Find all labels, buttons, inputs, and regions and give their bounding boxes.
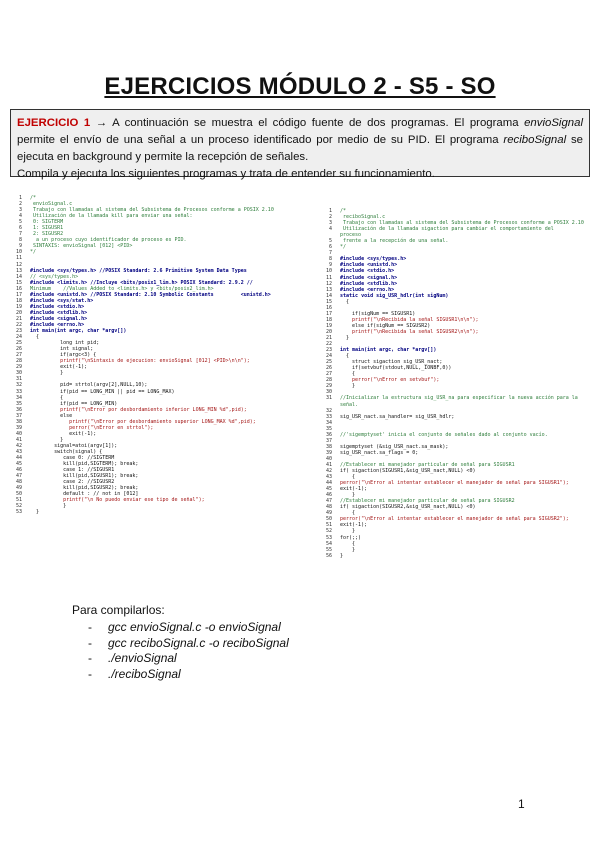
exercise-box (10, 109, 590, 180)
code-text: 1: SIGUSR1 (30, 225, 64, 232)
code-text: */ (30, 249, 37, 256)
line-number: 13 (325, 286, 332, 293)
command-text: gcc reciboSignal.c -o reciboSignal (108, 635, 289, 650)
code-text: exit(-1); (340, 486, 368, 493)
line-number: 37 (15, 412, 22, 419)
code-text: printf("\nSintaxis de ejecucion: envioSignal [012] <PID>\n\n"); (30, 358, 250, 365)
code-text: } (30, 436, 64, 443)
code-text: Utilización de la llamada kill para enviar una señal: (30, 213, 193, 220)
code-text: */ (340, 244, 347, 251)
line-number: 42 (325, 468, 332, 475)
code-text: if(sigNum == SIGUSR1) (340, 310, 416, 317)
compile-command (88, 651, 289, 667)
line-number: 22 (325, 341, 332, 348)
code-text: { (340, 353, 350, 360)
code-text: #include <stdio.h> (30, 303, 85, 310)
line-number: 45 (15, 461, 22, 468)
code-text: /* (30, 195, 37, 201)
line-number: 46 (15, 467, 22, 474)
line-number: 56 (325, 552, 332, 559)
line-number: 25 (15, 340, 22, 347)
code-text: #include <stdlib.h> (340, 280, 398, 287)
exercise-text-c: se ejecuta en background y permite la recepción de señales. (17, 134, 583, 163)
command-text: gcc envioSignal.c -o envioSignal (108, 620, 281, 634)
code-text: pid= strtol(argv[2],NULL,10); (30, 382, 148, 389)
program-name-envio: envioSignal (524, 117, 583, 129)
line-number: 41 (325, 461, 332, 468)
page-title: EJERCICIOS MÓDULO 2 - S5 - SO (104, 73, 496, 100)
code-text: #include <stdio.h> (340, 268, 395, 275)
line-number: 3 (328, 220, 332, 227)
line-number: 12 (325, 280, 332, 287)
code-text: if(setvbuf(stdout,NULL,_IONBF,0)) (340, 365, 452, 372)
code-text: case 2: //SIGUSR2 (30, 479, 115, 486)
code-text: if( sigaction(SIGUSR2,&sig_USR_nact,NULL) <0) (340, 504, 476, 511)
command-text: ./reciboSignal (108, 666, 181, 681)
line-number: 27 (325, 371, 332, 378)
code-text: } (340, 383, 356, 390)
line-number: 17 (325, 310, 332, 317)
line-number: 38 (325, 443, 332, 450)
code-text: Utilización de la llamada sigaction para cambiar el comportamiento del (340, 226, 554, 233)
code-text: default : // not in [012] (30, 491, 139, 498)
line-number: 48 (325, 504, 332, 511)
code-text: Trabajo con llamadas al sistema del Subsistema de Procesos conforme a POSIX 2.10 (30, 207, 274, 214)
line-number: 4 (328, 226, 332, 233)
compile-command (88, 636, 289, 652)
code-text: else if(sigNum == SIGUSR2) (340, 322, 431, 329)
dash-bullet: - (88, 651, 92, 665)
line-number: 1 (328, 208, 332, 214)
code-text: exit(-1); (30, 364, 88, 371)
code-line (8, 509, 308, 515)
code-text: Minimum //Values Added to <limits.h> y <bits/posix2_lim.h> (30, 285, 214, 292)
code-text: proceso (340, 232, 362, 239)
code-text: } (340, 528, 356, 535)
code-text: struct sigaction sig_USR_nact; (340, 359, 443, 366)
compile-command (88, 667, 289, 683)
line-number: 52 (325, 528, 332, 535)
line-number: 55 (325, 546, 332, 553)
code-text: printf("\n No puedo enviar ese tipo de señal"); (30, 497, 205, 504)
line-number: 5 (18, 219, 22, 226)
code-text: //Establecer mi manejador particular de señal para SIGUSR1 (340, 461, 515, 468)
line-number: 31 (15, 376, 22, 383)
line-number: 36 (15, 406, 22, 413)
code-text: frente a la recepción de una señal. (340, 238, 449, 245)
line-number: 2 (328, 214, 332, 221)
code-text: printf("\nError por desbordamiento inferior LONG_MIN %d",pid); (30, 406, 247, 413)
code-text: exit(-1); (340, 522, 368, 529)
line-number: 43 (15, 448, 22, 455)
exercise-text-b: permite el envío de una señal a un proceso identificado por medio de su PID. El programa (17, 134, 504, 146)
line-number: 21 (325, 334, 332, 341)
line-number: 1 (18, 195, 22, 201)
line-number: 26 (15, 346, 22, 353)
line-number: 26 (325, 365, 332, 372)
line-number: 30 (15, 370, 22, 377)
code-text: { (340, 298, 350, 305)
code-text: a un proceso cuyo identificador de proceso es PID. (30, 237, 187, 244)
line-number: 32 (15, 382, 22, 389)
line-number: 34 (325, 419, 332, 426)
code-text: #include <limits.h> //Incluye <bits/posix1_lim.h> POSIX Standard: 2.9.2 // (30, 279, 253, 286)
exercise-text-a: A continuación se muestra el código fuente de dos programas. El programa (107, 117, 525, 129)
code-text: } (340, 552, 344, 559)
compile-heading: Para compilarlos: (72, 603, 165, 617)
line-number: 28 (15, 358, 22, 365)
code-text: printf("\nRecibida la señal SIGUSR2\n\n"); (340, 328, 479, 335)
line-number: 8 (328, 256, 332, 263)
code-text: 0: SIGTERM (30, 219, 64, 226)
code-text: printf("\nRecibida la señal SIGUSR1\n\n"); (340, 316, 479, 323)
line-number: 4 (18, 213, 22, 220)
line-number: 49 (15, 485, 22, 492)
code-text: long int pid; (30, 340, 100, 347)
line-number: 5 (328, 238, 332, 245)
code-text: //Inicializar la estructura sig_USR_na para especificar la nueva acción para la (340, 395, 578, 402)
code-text: { (30, 334, 40, 341)
line-number: 7 (18, 231, 22, 238)
line-number: 54 (325, 540, 332, 547)
line-number: 29 (325, 383, 332, 390)
line-number: 44 (15, 455, 22, 462)
line-number: 15 (325, 298, 332, 305)
code-text: { (340, 540, 356, 547)
line-number: 41 (15, 436, 22, 443)
page-number: 1 (518, 797, 525, 811)
code-text: #include <sys/types.h> //POSIX Standard: 2.6 Primitive System Data Types (30, 267, 247, 274)
code-text: #include <sys/stat.h> (30, 297, 94, 304)
line-number: 47 (325, 498, 332, 505)
code-text: } (340, 492, 356, 499)
line-number: 6 (328, 244, 332, 251)
line-number: 45 (325, 486, 332, 493)
code-text: kill(pid,SIGUSR2); break; (30, 485, 139, 492)
line-number: 24 (15, 334, 22, 341)
code-text: sig_USR_nact.sa_flags = 0; (340, 449, 419, 456)
code-text: { (340, 510, 356, 517)
code-text: perror("\nError en setvbuf"); (340, 377, 440, 384)
code-text: #include <signal.h> (340, 274, 398, 281)
line-number: 33 (325, 413, 332, 420)
code-text: kill(pid,SIGUSR1); break; (30, 473, 139, 480)
code-text: #include <sys/types.h> (340, 256, 407, 263)
line-number: 32 (325, 407, 332, 414)
line-number: 3 (18, 207, 22, 214)
code-text: if(pid == LONG_MIN || pid == LONG_MAX) (30, 388, 175, 395)
code-text: for(;;) (340, 534, 362, 541)
code-line (318, 553, 600, 559)
line-number: 6 (18, 225, 22, 232)
code-text: printf("\nError por desbordamiento superior LONG_MAX %d",pid); (30, 418, 256, 425)
code-text: case 1: //SIGUSR1 (30, 467, 115, 474)
code-text: if(pid == LONG_MIN) (30, 400, 118, 407)
code-text: } (340, 546, 356, 553)
line-number: 42 (15, 442, 22, 449)
line-number: 47 (15, 473, 22, 480)
line-number: 44 (325, 480, 332, 487)
compile-command-list (88, 620, 289, 682)
code-text: { (340, 474, 356, 481)
line-number: 20 (15, 309, 22, 316)
line-number: 13 (15, 267, 22, 274)
code-text: sig_USR_nact.sa_handler= sig_USR_hdlr; (340, 413, 455, 420)
code-text: señal. (340, 401, 359, 408)
code-text: #include <unistd.h> //POSIX Standard: 2.10 Symbolic Constants <unistd.h> (30, 291, 271, 298)
line-number: 38 (15, 418, 22, 425)
line-number: 9 (18, 243, 22, 250)
code-text: else (30, 412, 73, 419)
code-text: { (340, 371, 356, 378)
code-text: #include <signal.h> (30, 315, 88, 322)
code-text: SINTAXIS: envioSignal [012] <PID> (30, 243, 133, 250)
code-text: int main(int argc, char *argv[]) (30, 328, 127, 335)
line-number: 22 (15, 321, 22, 328)
code-text: //'sigemptyset' inicia el conjunto de señales dado al conjunto vacío. (340, 431, 548, 438)
line-number: 23 (15, 328, 22, 335)
line-number: 9 (328, 262, 332, 269)
line-number: 35 (325, 425, 332, 432)
code-listing-envio-signal (8, 195, 308, 515)
line-number: 16 (325, 304, 332, 311)
code-text: int main(int argc, char *argv[]) (340, 347, 437, 354)
line-number: 28 (325, 377, 332, 384)
line-number: 11 (15, 255, 22, 262)
line-number: 25 (325, 359, 332, 366)
line-number: 31 (325, 395, 332, 402)
code-text: Trabajo con llamadas al sistema del Subsistema de Procesos conforme a POSIX 2.10 (340, 220, 584, 227)
code-text: } (340, 334, 350, 341)
code-text: kill(pid,SIGTERM); break; (30, 461, 139, 468)
code-text: sigemptyset (&sig_USR_nact.sa_mask); (340, 443, 449, 450)
line-number: 35 (15, 400, 22, 407)
line-number: 46 (325, 492, 332, 499)
code-text: if( sigaction(SIGUSR1,&sig_USR_nact,NULL) <0) (340, 468, 476, 475)
dash-bullet: - (88, 666, 92, 681)
code-text: } (30, 370, 64, 377)
code-text: //Establecer mi manejador particular de señal para SIGUSR2 (340, 498, 515, 505)
code-text: { (30, 394, 64, 401)
line-number: 24 (325, 353, 332, 360)
line-number: 53 (15, 509, 22, 516)
line-number: 10 (325, 268, 332, 275)
line-number: 53 (325, 534, 332, 541)
line-number: 33 (15, 388, 22, 395)
code-text: if(argc<3) { (30, 352, 97, 359)
code-text: perror("\nError al intentar establecer el manejador de señal para SIGUSR2"); (340, 516, 569, 523)
program-name-recibo: reciboSignal (503, 134, 567, 146)
line-number: 15 (15, 279, 22, 286)
compile-command (88, 620, 289, 636)
code-text: } (30, 509, 40, 516)
line-number: 10 (15, 249, 22, 256)
line-number: 27 (15, 352, 22, 359)
code-text: static void sig_USR_hdlr(int sigNum) (340, 292, 449, 299)
code-text: envioSignal.c (30, 201, 73, 208)
code-text: #include <unistd.h> (340, 262, 398, 269)
line-number: 49 (325, 510, 332, 517)
code-text: } (30, 503, 67, 510)
code-text: signal=atoi(argv[1]); (30, 442, 118, 449)
line-number: 51 (325, 522, 332, 529)
line-number: 40 (325, 455, 332, 462)
dash-bullet: - (88, 620, 92, 634)
code-text: #include <stdlib.h> (30, 309, 88, 316)
code-text: 2: SIGUSR2 (30, 231, 64, 238)
line-number: 36 (325, 431, 332, 438)
line-number: 50 (15, 491, 22, 498)
code-text: perror("\nError al intentar establecer el manejador de señal para SIGUSR1"); (340, 480, 569, 487)
dash-bullet: - (88, 635, 92, 650)
line-number: 43 (325, 474, 332, 481)
line-number: 19 (15, 303, 22, 310)
line-number: 11 (325, 274, 332, 281)
line-number: 19 (325, 322, 332, 329)
code-text: #include <errno.h> (30, 321, 85, 328)
line-number: 12 (15, 261, 22, 268)
code-text: case 0: //SIGTERM (30, 455, 115, 462)
code-text: #include <errno.h> (340, 286, 395, 293)
line-number: 8 (18, 237, 22, 244)
code-text: exit(-1); (30, 430, 97, 437)
line-number: 17 (15, 291, 22, 298)
line-number: 48 (15, 479, 22, 486)
line-number: 52 (15, 503, 22, 510)
code-line (318, 395, 600, 401)
arrow-icon: → (95, 117, 108, 129)
code-text: perror("\nError en strtol"); (30, 424, 154, 431)
line-number: 50 (325, 516, 332, 523)
code-text: int signal; (30, 346, 94, 353)
command-text: ./envioSignal (108, 651, 177, 665)
exercise-label: EJERCICIO 1 (17, 117, 91, 129)
line-number: 23 (325, 347, 332, 354)
line-number: 18 (15, 297, 22, 304)
line-number: 30 (325, 389, 332, 396)
line-number: 29 (15, 364, 22, 371)
line-number: 39 (325, 449, 332, 456)
line-number: 7 (328, 250, 332, 257)
line-number: 2 (18, 201, 22, 208)
exercise-instruction: Compila y ejecuta los siguientes programas y trata de entender su funcionamiento. (17, 168, 435, 180)
line-number: 14 (15, 273, 22, 280)
line-number: 51 (15, 497, 22, 504)
line-number: 16 (15, 285, 22, 292)
line-number: 39 (15, 424, 22, 431)
line-number: 37 (325, 437, 332, 444)
line-number: 34 (15, 394, 22, 401)
code-listing-recibo-signal (318, 208, 600, 559)
code-text: reciboSignal.c (340, 214, 386, 221)
line-number: 20 (325, 328, 332, 335)
code-text: /* (340, 208, 347, 214)
code-text: // <sys/types.h> (30, 273, 79, 280)
line-number: 40 (15, 430, 22, 437)
line-number: 18 (325, 316, 332, 323)
exercise-description (17, 115, 583, 166)
line-number: 14 (325, 292, 332, 299)
line-number: 21 (15, 315, 22, 322)
code-text: switch(signal) { (30, 448, 103, 455)
